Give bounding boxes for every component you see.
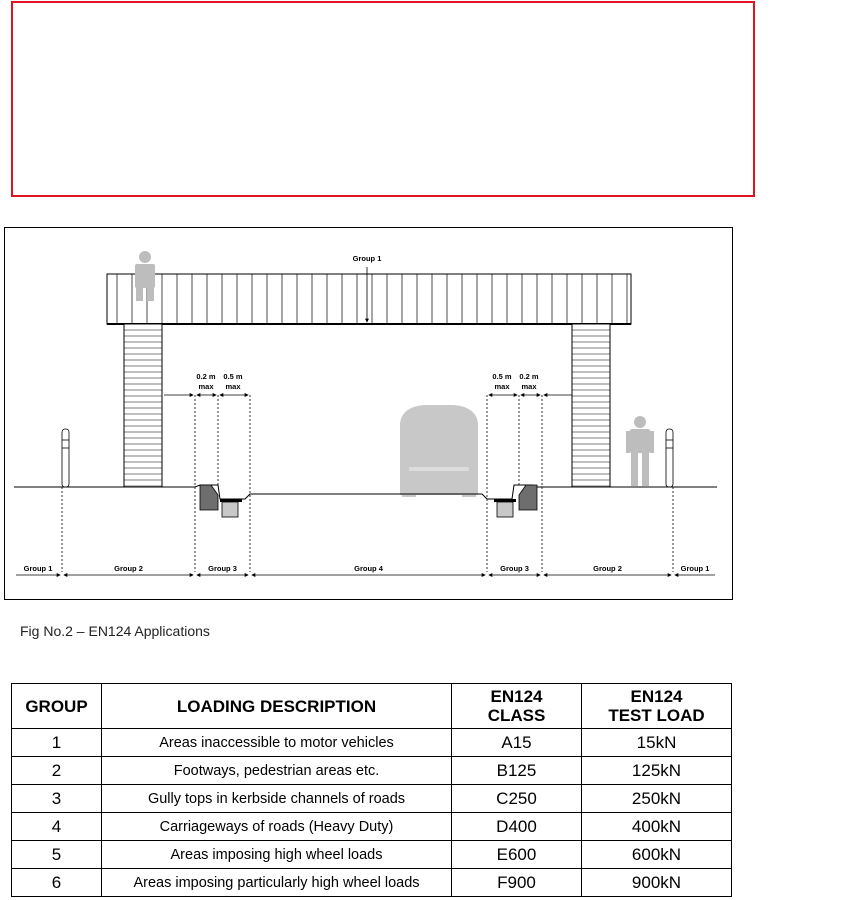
cell-test-load: 400kN — [582, 813, 732, 841]
cell-description: Carriageways of roads (Heavy Duty) — [102, 813, 452, 841]
cell-description: Gully tops in kerbside channels of roads — [102, 785, 452, 813]
table-header-row — [12, 684, 732, 729]
header-load-line1: EN124 — [630, 687, 683, 706]
table-row — [12, 841, 732, 869]
bollard-icon — [666, 429, 673, 487]
header-load-line2: TEST LOAD — [608, 706, 705, 725]
cell-group: 6 — [12, 869, 102, 897]
cell-description: Areas imposing particularly high wheel loads — [102, 869, 452, 897]
cell-class: E600 — [452, 841, 582, 869]
table-row — [12, 813, 732, 841]
deck-group-label: Group 1 — [352, 254, 382, 263]
zone-label: Group 1 — [680, 564, 710, 573]
en124-loading-table — [11, 683, 732, 897]
spacing-label: 0.2 m — [196, 372, 216, 381]
spacing-label: 0.5 m — [223, 372, 243, 381]
cell-class: F900 — [452, 869, 582, 897]
figure-caption: Fig No.2 – EN124 Applications — [20, 623, 210, 639]
header-test-load — [582, 684, 732, 729]
spacing-unit: max — [494, 382, 510, 391]
zone-label: Group 3 — [500, 564, 529, 573]
zone-label: Group 4 — [354, 564, 383, 573]
header-description: LOADING DESCRIPTION — [102, 684, 452, 729]
cell-class: B125 — [452, 757, 582, 785]
table-row — [12, 757, 732, 785]
spacing-unit: max — [198, 382, 214, 391]
header-class-line1: EN124 — [490, 687, 543, 706]
spacing-label: 0.5 m — [492, 372, 512, 381]
spacing-unit: max — [521, 382, 537, 391]
cell-description: Footways, pedestrian areas etc. — [102, 757, 452, 785]
header-class — [452, 684, 582, 729]
zone-label: Group 2 — [593, 564, 622, 573]
en124-applications-diagram — [4, 227, 733, 600]
cell-test-load: 250kN — [582, 785, 732, 813]
header-class-line2: CLASS — [487, 706, 546, 725]
zone-label: Group 1 — [23, 564, 53, 573]
table-row — [12, 729, 732, 757]
zone-label: Group 3 — [208, 564, 237, 573]
cell-group: 4 — [12, 813, 102, 841]
cell-group: 1 — [12, 729, 102, 757]
cell-class: D400 — [452, 813, 582, 841]
truck-icon — [400, 405, 478, 497]
spacing-unit: max — [225, 382, 241, 391]
cell-description: Areas inaccessible to motor vehicles — [102, 729, 452, 757]
cell-group: 3 — [12, 785, 102, 813]
cell-group: 5 — [12, 841, 102, 869]
cell-class: C250 — [452, 785, 582, 813]
cell-description: Areas imposing high wheel loads — [102, 841, 452, 869]
spacing-label: 0.2 m — [519, 372, 539, 381]
cell-group: 2 — [12, 757, 102, 785]
bollard-icon — [62, 429, 69, 487]
cell-test-load: 125kN — [582, 757, 732, 785]
red-frame — [11, 1, 755, 197]
cell-test-load: 15kN — [582, 729, 732, 757]
cell-test-load: 600kN — [582, 841, 732, 869]
zone-label: Group 2 — [114, 564, 143, 573]
cell-test-load: 900kN — [582, 869, 732, 897]
cell-class: A15 — [452, 729, 582, 757]
header-group: GROUP — [12, 684, 102, 729]
table-row — [12, 785, 732, 813]
table-row — [12, 869, 732, 897]
